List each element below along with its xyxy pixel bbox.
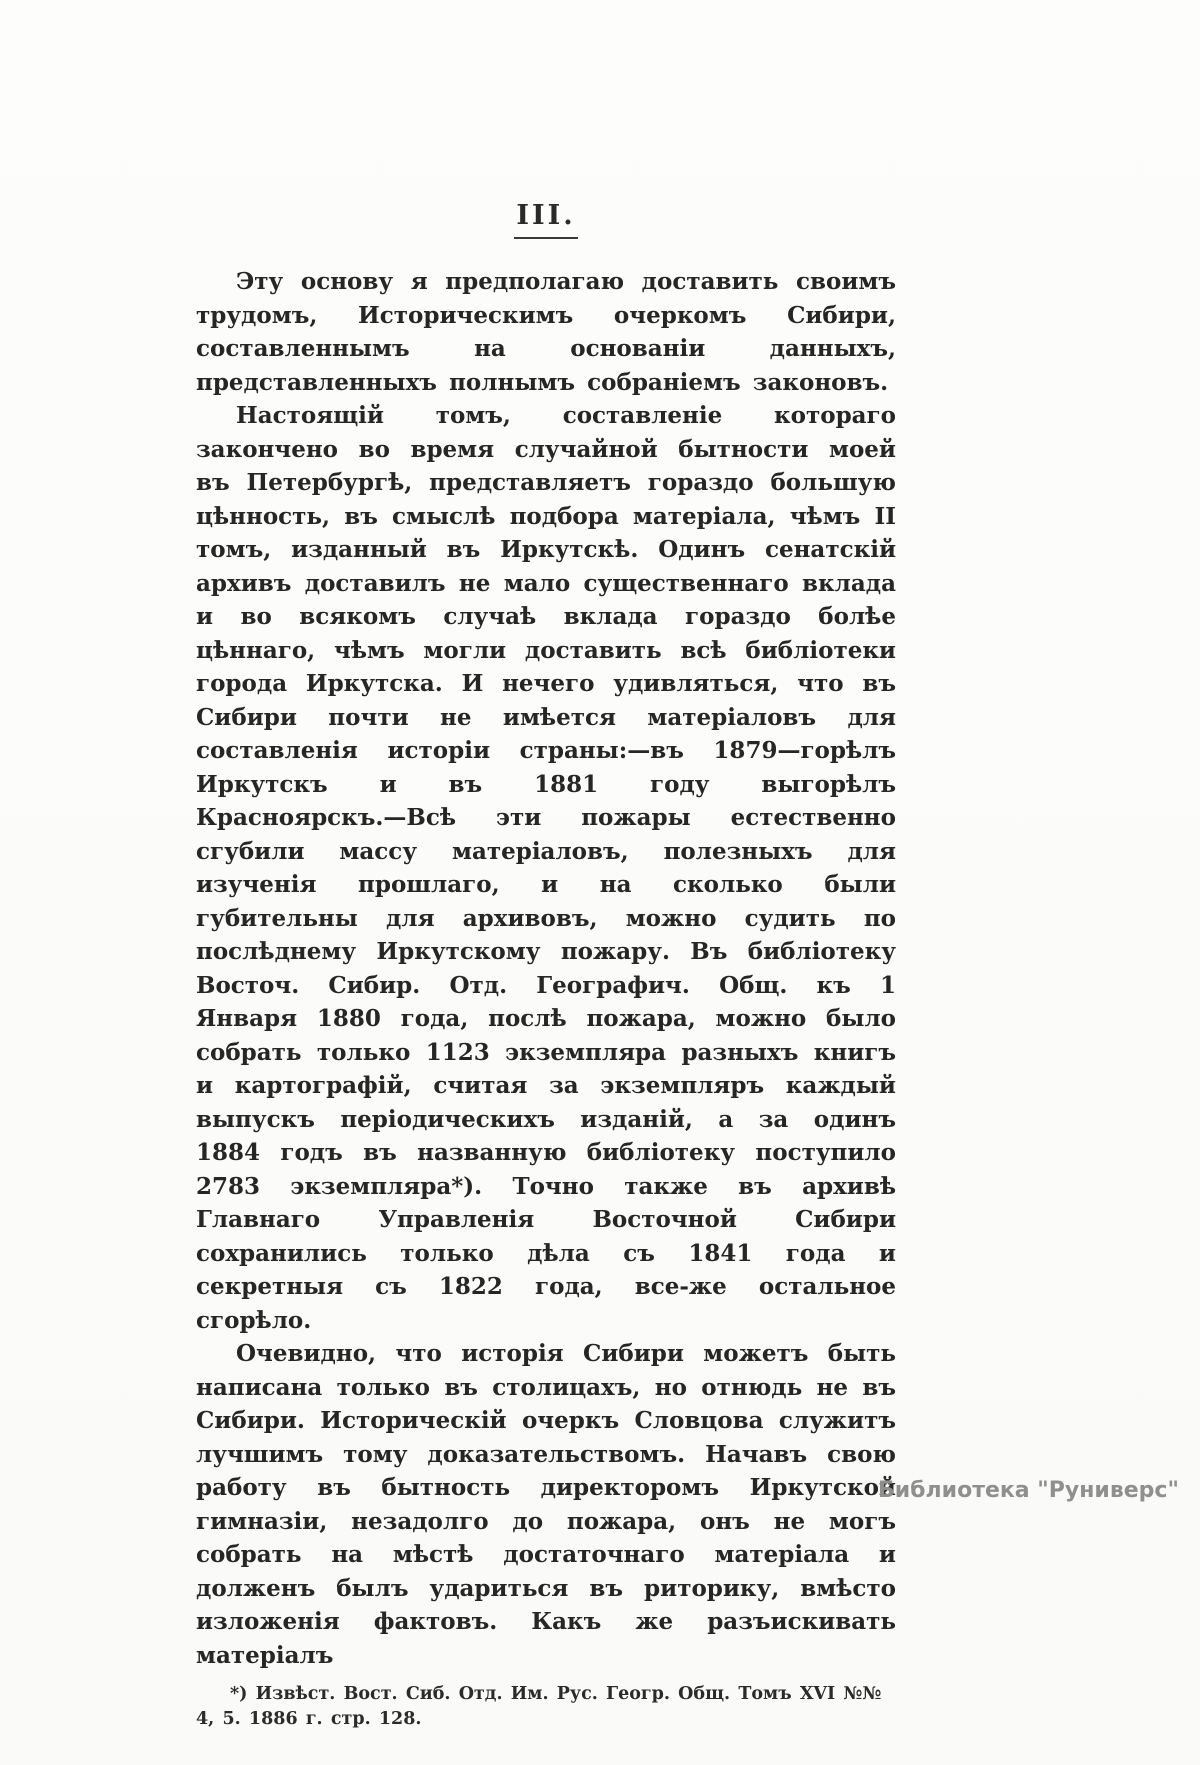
section-heading: III. [516,200,576,231]
paragraph-1: Эту основу я предполагаю доставить своимъ трудомъ, Историческимъ очеркомъ Сибири, составленнымъ на основаніи данныхъ, представленныхъ полнымъ собраніемъ законовъ. [196,268,896,396]
body-text [196,265,896,1672]
text-column [196,200,896,1732]
heading-rule-divider [514,237,578,239]
library-watermark: Библиотека "Руниверс" [878,1478,1179,1503]
paragraph-2: Настоящій томъ, составленіе котораго закончено во время случайной бытности моей въ Петербургѣ, представляетъ гораздо большую цѣнность, въ смыслѣ подбора матеріала, чѣмъ II томъ, изданный въ Иркутскѣ. Одинъ сенатскій архивъ доставилъ не мало существеннаго вклада и во всякомъ случаѣ вклада гораздо болѣе цѣннаго, чѣмъ могли доставить всѣ библіотеки города Иркутска. И нечего удивляться, что въ Сибири почти не имѣется матеріаловъ для составленія исторіи страны:—въ 1879—горѣлъ Иркутскъ и въ 1881 году выгорѣлъ Красноярскъ.—Всѣ эти пожары естественно сгубили массу матеріаловъ, полезныхъ для изученія прошлаго, и на сколько были губительны для архивовъ, можно судить по послѣднему Иркутскому пожару. Въ библіотеку Восточ. Сибир. Отд. Географич. Общ. къ 1 Января 1880 года, послѣ пожара, можно было собрать только 1123 экземпляра разныхъ книгъ и картографій, считая за экземпляръ каждый выпускъ періодическихъ изданій, а за одинъ 1884 годъ въ названную библіотеку поступило 2783 экземпляра*). Точно также въ архивѣ Главнаго Управленія Восточной Сибири сохранились только дѣла съ 1841 года и секретныя съ 1822 года, все-же остальное сгорѣло. [196,402,896,1334]
footnote: *) Извѣст. Вост. Сиб. Отд. Им. Рус. Геогр. Общ. Томъ XVI №№ 4, 5. 1886 г. стр. 128. [196,1684,882,1729]
paragraph-3: Очевидно, что исторія Сибири можетъ быть написана только въ столицахъ, но отнюдь не въ Сибири. Историческій очеркъ Словцова служитъ лучшимъ тому доказательствомъ. Начавъ свою работу въ бытность директоромъ Иркутской гимназіи, незадолго до пожара, онъ не могъ собрать на мѣстѣ достаточнаго матеріала и долженъ былъ удариться въ риторику, вмѣсто изложенія фактовъ. Какъ же разъискивать матеріалъ [196,1340,896,1669]
